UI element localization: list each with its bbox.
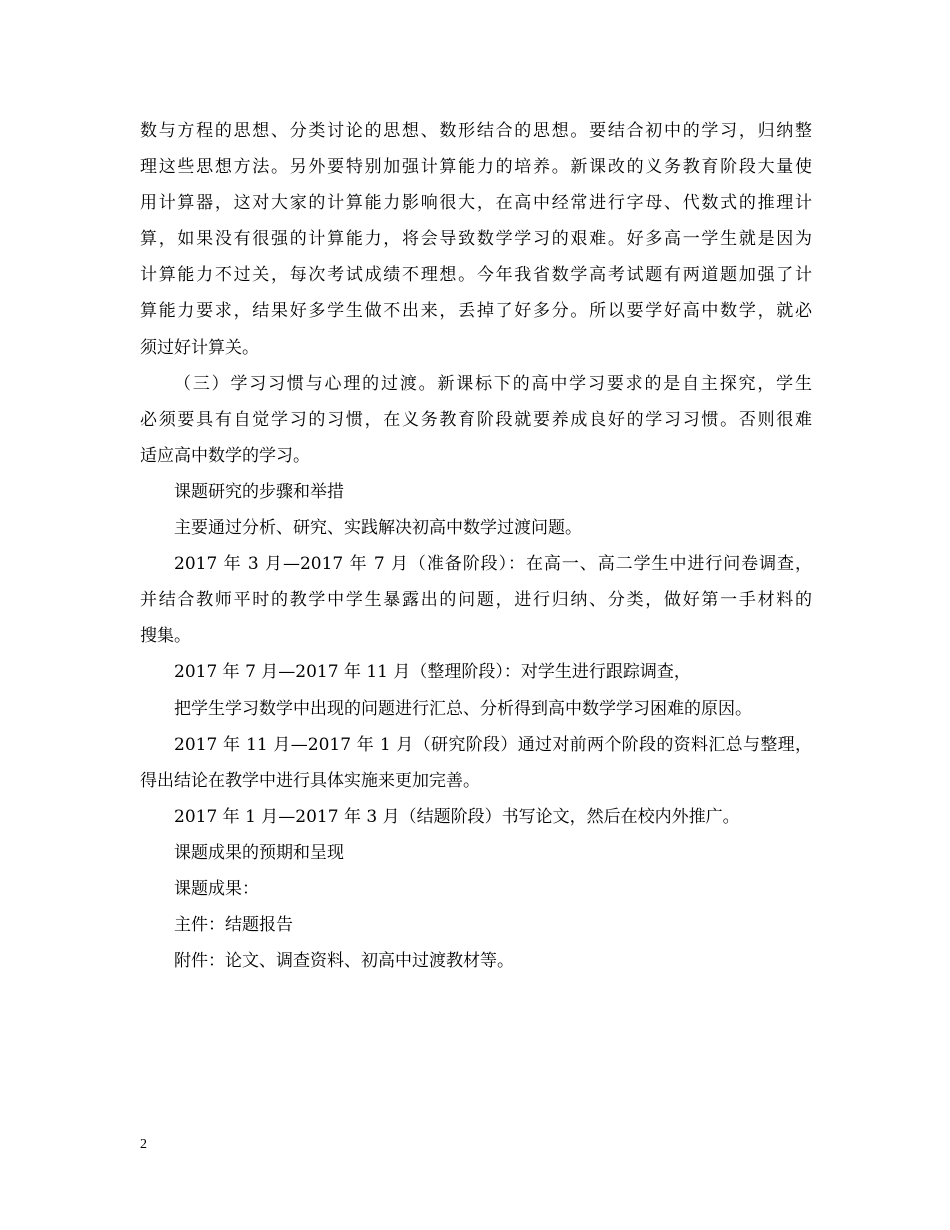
- page-number: 2: [140, 1137, 147, 1152]
- text-line: 数与方程的思想、分类讨论的思想、数形结合的思想。要结合初中的学习，归纳整: [140, 121, 812, 141]
- paragraph-start-line: 把学生学习数学中出现的问题进行汇总、分析得到高中数学学习困难的原因。: [174, 698, 752, 719]
- text-line: 算，如果没有很强的计算能力，将会导致数学学习的艰难。好多高一学生就是因为: [140, 229, 812, 250]
- paragraph-start-line: 课题成果：: [174, 878, 259, 899]
- section-heading: 课题研究的步骤和举措: [174, 481, 344, 502]
- paragraph-start-line: 主件：结题报告: [174, 915, 293, 936]
- paragraph-start-line: 2017 年 3 月—2017 年 7 月（准备阶段）：在高一、高二学生中进行问卷调查，: [174, 554, 812, 575]
- paragraph-start-line: 主要通过分析、研究、实践解决初高中数学过渡问题。: [174, 518, 582, 539]
- section-heading: 课题成果的预期和呈现: [174, 842, 344, 863]
- text-line: 得出结论在教学中进行具体实施来更加完善。: [140, 770, 480, 791]
- paragraph-start-line: （三）学习习惯与心理的过渡。新课标下的高中学习要求的是自主探究，学生: [174, 373, 812, 394]
- text-line: 用计算器，这对大家的计算能力影响很大，在高中经常进行字母、代数式的推理计: [140, 193, 812, 214]
- paragraph-start-line: 附件：论文、调查资料、初高中过渡教材等。: [174, 951, 514, 972]
- paragraph-start-line: 2017 年 11 月—2017 年 1 月（研究阶段）通过对前两个阶段的资料汇总与整理，: [174, 734, 812, 755]
- text-line: 必须要具有自觉学习的习惯，在义务教育阶段就要养成良好的学习习惯。否则很难: [140, 409, 812, 430]
- paragraph-start-line: 2017 年 7 月—2017 年 11 月（整理阶段）：对学生进行跟踪调查，: [174, 662, 691, 683]
- text-line: 算能力要求，结果好多学生做不出来，丢掉了好多分。所以要学好高中数学，就必: [140, 301, 812, 322]
- paragraph-start-line: 2017 年 1 月—2017 年 3 月（结题阶段）书写论文，然后在校内外推广。: [174, 806, 740, 827]
- text-line: 并结合教师平时的教学中学生暴露出的问题，进行归纳、分类，做好第一手材料的: [140, 590, 812, 611]
- text-line: 计算能力不过关，每次考试成绩不理想。今年我省数学高考试题有两道题加强了计: [140, 265, 812, 286]
- body-text: [140, 113, 812, 979]
- text-line: 须过好计算关。: [140, 337, 259, 358]
- text-line: 适应高中数学的学习。: [140, 445, 310, 466]
- text-line: 搜集。: [140, 626, 191, 647]
- text-line: 理这些思想方法。另外要特别加强计算能力的培养。新课改的义务教育阶段大量使: [140, 157, 812, 178]
